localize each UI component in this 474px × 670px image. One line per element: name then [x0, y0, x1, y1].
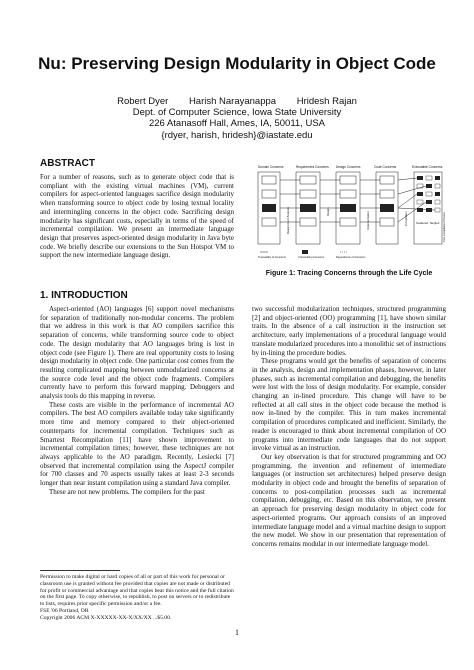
intro-paragraph: These costs are visible in the performance of incremental AO compilers. The best AO compilers available today take significantly more time and memory compared to their object-oriented counterparts for incremental compilation. Techniques such as Smartest Recompilation [11] have shown improvement to incremental compilation times; however, these techniques are not always applicable to the AO paradigm. Recently, Lesiecki [7] observed that incremental compilation using the AspectJ compiler for 700 classes and 70 aspects usually takes at least 2-3 seconds longer than near instant compilation using a standard Java compiler. [40, 400, 234, 488]
author-name: Harish Narayanappa [188, 96, 277, 107]
stage-executable [412, 165, 443, 244]
intro-paragraph: two successful modularization techniques, structured programming [2] and object-oriented (OO) programming [1], have shown similar traits. In the absence of a call instruction in the instruction set architecture, early implementations of a procedural language would translate modularized procedures into a monolithic set of instructions by in-lining the procedure bodies. [252, 305, 447, 357]
life-cycle-figure [256, 164, 446, 260]
abstract-text: For a number of reasons, such as to generate object code that is compliant with the existing virtual machines (VM), current compilers for aspect-oriented languages sacrifice design modularity when transforming source to object code by losing textual locality and intermingling concerns in the object code. Sacrificing design modularity has significant costs, especially in terms of the speed of incremental compilation. We present an intermediate language design that preserves aspect-oriented design modularity in Java byte code. We briefly describe our extensions to the Sun Hotspot VM to support the new intermediate language design. [40, 173, 234, 260]
intro-heading: 1. INTRODUCTION [40, 290, 128, 301]
stage-requirement [296, 165, 329, 244]
affiliation: Dept. of Computer Science, Iowa State University [132, 107, 342, 119]
stage-code [374, 165, 398, 244]
legend-scattered: Scattered, Tangled [416, 221, 440, 225]
trace-arrows [280, 178, 435, 222]
intro-left-column [40, 305, 234, 496]
stage-label: Design Concerns [336, 165, 361, 169]
author-name: Robert Dyer [117, 96, 169, 107]
page-number: 1 [235, 628, 239, 637]
permission-text: Permission to make digital or hard copies of all or part of this work for personal or classroom use is granted without fee provided that copies are not made or distributed for profit or commercial advantage and that copies bear this notice and the full citation on the first page. To copy otherwise, to republish, to post on servers or to redistribute to lists, requires prior specific permission and/or a fee. [40, 574, 234, 608]
stage-label: Domain Concerns [258, 165, 284, 169]
venue-text: FSE '06 Portland, OR [40, 607, 89, 614]
paper-title: Nu: Preserving Design Modularity in Object Code [38, 54, 436, 73]
address: 226 Atanasoff Hall, Ames, IA, 50011, USA [148, 118, 326, 130]
legend-dependence: Dependence of Concerns [336, 256, 366, 259]
phase-label: Design [326, 207, 330, 216]
author-names [0, 96, 474, 107]
stage-label: Executable Concerns [412, 165, 443, 169]
stage-label: Requirement Concerns [296, 165, 329, 169]
intro-paragraph: These programs would get the benefits of separation of concerns in the analysis, design and implementation phases, however, in later phases, such as incremental compilation and debugging, the benefits were lost with the loss of design modularity. For example, consider changing an in-lined procedure. This change will have to be reflected at all call sites in the object code because the method is now in-lined by the compiler. This in turn makes incremental compilation of procedures complicated and inefficient. Similarly, the reader is encouraged to think about incremental compilation of OO programs into intermediate code languages that do not support invoke virtual as an instruction. [252, 357, 446, 453]
copyright-footnote [40, 574, 234, 622]
email: {rdyer, harish, hridesh}@iastate.edu [161, 129, 313, 141]
phase-label: Compilation [404, 211, 408, 226]
abstract-body [40, 173, 234, 260]
stage-design [336, 165, 361, 244]
legend-crosscut: Crosscutting Concerns [298, 256, 325, 259]
stage-label: Code Concerns [374, 165, 397, 169]
stage-domain [258, 165, 284, 244]
footnote-rule [40, 570, 120, 571]
abstract-heading: ABSTRACT [40, 158, 95, 169]
intro-paragraph: Aspect-oriented (AO) languages [6] support novel mechanisms for separation of traditionally non-modular concerns. The problem that we address in this work is that AO compilers sacrifice this separation of concerns, while transforming source code to object code. The design modularity that AO languages bring is lost in object code (see Figure 1). There are real opportunity costs to losing design modularity in object code. One particular cost comes from the resulting complicated mapping between unmodularized concerns at the source code level and the object code fragments. Compilers currently have to perform this forward mapping. Debuggers and analysis tools do this mapping in reverse. [40, 305, 234, 401]
author-block [0, 96, 474, 141]
phase-label: Requirement Analysis [286, 206, 290, 234]
figure-caption: Figure 1: Tracing Concerns through the Life Cycle [265, 270, 433, 277]
figure-legend [258, 250, 366, 259]
phase-label: Implementation [366, 210, 370, 230]
author-name: Hridesh Rajan [296, 96, 357, 107]
intro-right-column [252, 305, 446, 549]
copyright-text: Copyright 2006 ACM X-XXXXX-XX-X/XX/XX ...$5.00. [40, 614, 172, 621]
phase-label: Post Compilation Process [443, 212, 446, 242]
intro-paragraph: These are not new problems. The compilers for the past [49, 487, 205, 496]
legend-trace: Traceability of Concerns [258, 256, 286, 259]
intro-paragraph: Our key observation is that for structured programming and OO programming, the invention and refinement of intermediate languages (or instruction set architectures) helped preserve design modularity in object code and brought the benefits of separation of concerns to post-compilation processes such as incremental compilation, debugging, etc. Based on this observation, we present an approach for preserving design modularity in object code for aspect-oriented programs. Our approach consists of an improved intermediate language model and a virtual machine design to support the new model. We show in our presentation that representation of concerns remains modular in our intermediate language model. [252, 452, 446, 548]
